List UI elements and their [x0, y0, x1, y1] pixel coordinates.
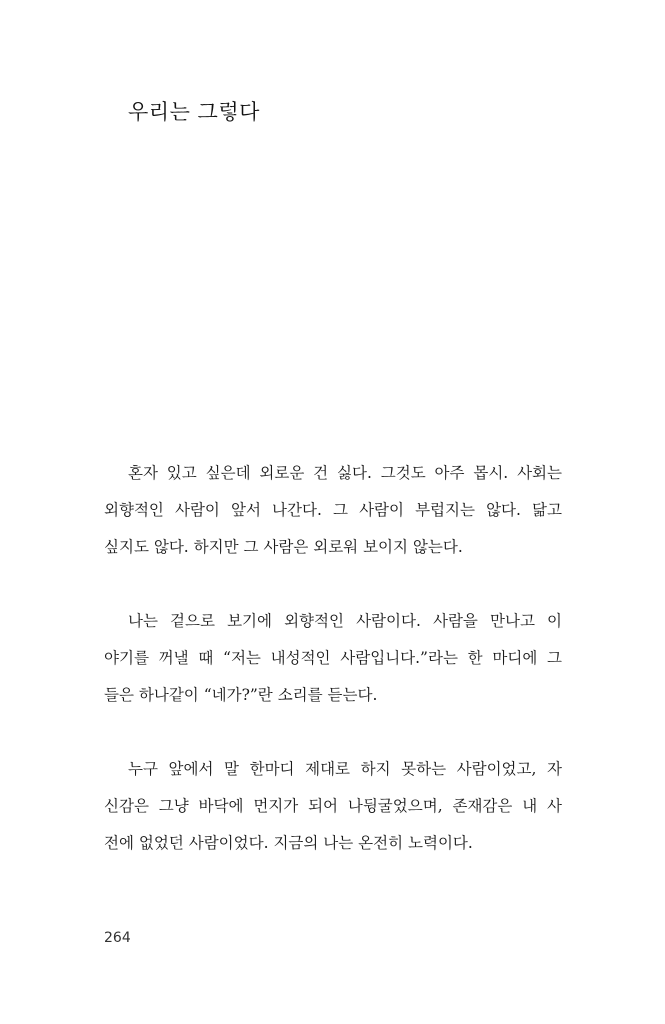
paragraph-3 — [104, 751, 562, 862]
paragraph-1 — [104, 455, 562, 566]
text-line: 들은 하나같이 “네가?”란 소리를 듣는다. — [104, 686, 378, 704]
text-line: 신감은 그냥 바닥에 먼지가 되어 나뒹굴었으며, 존재감은 내 사 — [104, 797, 562, 815]
body-text — [104, 455, 562, 899]
paragraph-2 — [104, 603, 562, 714]
text-line: 외향적인 사람이 앞서 나간다. 그 사람이 부럽지는 않다. 닮고 — [104, 501, 562, 519]
text-line: 싶지도 않다. 하지만 그 사람은 외로워 보이지 않는다. — [104, 538, 463, 556]
text-line: 전에 없었던 사람이었다. 지금의 나는 온전히 노력이다. — [104, 834, 473, 852]
chapter-title: 우리는 그렇다 — [128, 100, 260, 124]
text-line: 누구 앞에서 말 한마디 제대로 하지 못하는 사람이었고, 자 — [128, 760, 562, 778]
text-line: 혼자 있고 싶은데 외로운 건 싫다. 그것도 아주 몹시. 사회는 — [128, 464, 562, 482]
page-number: 264 — [104, 930, 131, 946]
text-line: 나는 겉으로 보기에 외향적인 사람이다. 사람을 만나고 이 — [128, 612, 562, 630]
text-line: 야기를 꺼낼 때 “저는 내성적인 사람입니다.”라는 한 마디에 그 — [104, 649, 562, 667]
